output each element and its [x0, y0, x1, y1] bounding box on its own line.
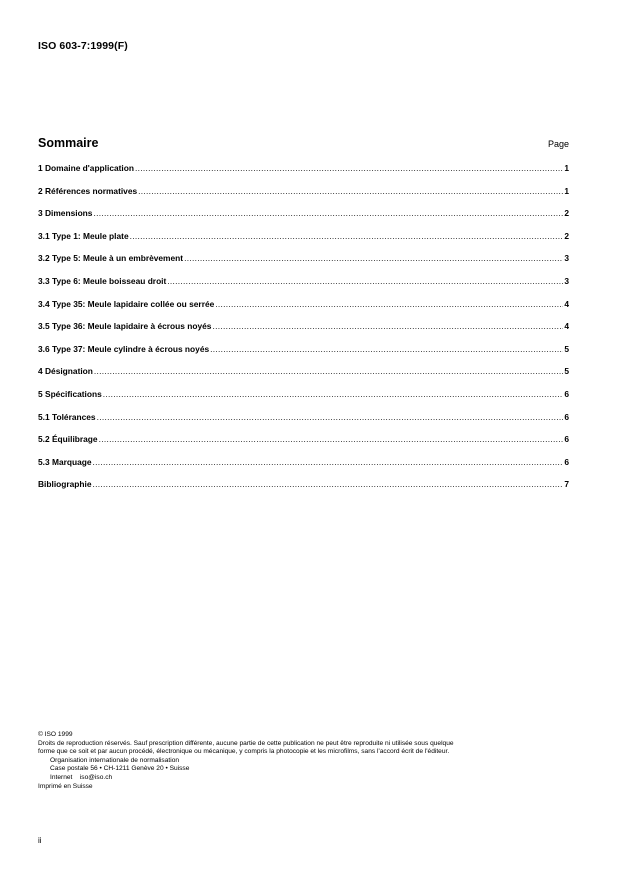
copyright-line: © ISO 1999	[38, 731, 73, 738]
toc-entry-page: 1	[564, 185, 569, 196]
toc-entry[interactable]	[38, 457, 569, 480]
rights-text-line-1: Droits de reproduction réservés. Sauf prescription différente, aucune partie de cette publication ne peut être reproduite ni utilisée sous quelque	[38, 739, 454, 747]
toc-entry-page: 5	[564, 343, 569, 354]
toc-dot-leader	[212, 321, 563, 331]
toc-entry[interactable]	[38, 163, 569, 186]
internet-email: iso@iso.ch	[79, 773, 113, 781]
toc-dot-leader	[135, 163, 563, 173]
toc-entry-page: 2	[564, 230, 569, 241]
postal-address: Case postale 56 • CH-1211 Genève 20 • Suisse	[50, 765, 190, 773]
toc-entry-page: 1	[564, 163, 569, 173]
toc-entry-page: 6	[564, 388, 569, 399]
toc-dot-leader	[103, 389, 564, 399]
toc-entry[interactable]	[38, 321, 569, 344]
organisation-name: Organisation internationale de normalisation	[50, 756, 180, 764]
toc-entry[interactable]	[38, 412, 569, 435]
toc-entry-title: 3.5 Type 36: Meule lapidaire à écrous noyés	[38, 321, 212, 332]
toc-entry-title: Bibliographie	[38, 479, 92, 490]
toc-dot-leader	[215, 299, 563, 309]
toc-entry-title: 3.3 Type 6: Meule boisseau droit	[38, 275, 167, 286]
toc-entry[interactable]	[38, 253, 569, 276]
toc-entry-page: 6	[564, 434, 569, 445]
page-number: ii	[38, 836, 42, 845]
toc-dot-leader	[94, 366, 563, 376]
internet-contact	[38, 774, 578, 783]
toc-entry-page: 7	[564, 479, 569, 490]
toc-page-label: Page	[547, 139, 569, 149]
toc-entry-title: 3.4 Type 35: Meule lapidaire collée ou serrée	[38, 298, 215, 309]
toc-entry[interactable]	[38, 299, 569, 322]
toc-entry[interactable]	[38, 208, 569, 231]
toc-title: Sommaire	[38, 136, 99, 150]
printed-in: Imprimé en Suisse	[38, 782, 93, 790]
toc-entry-title: 3 Dimensions	[38, 208, 93, 219]
toc-dot-leader	[97, 412, 564, 422]
document-id: ISO 603-7:1999(F)	[38, 40, 128, 52]
toc-entry[interactable]	[38, 231, 569, 254]
toc-entry[interactable]	[38, 276, 569, 299]
toc-dot-leader	[184, 253, 563, 263]
copyright-notice	[38, 731, 578, 791]
toc-entry[interactable]	[38, 389, 569, 412]
toc-entry-page: 3	[564, 253, 569, 264]
toc-entry-title: 5.3 Marquage	[38, 456, 92, 467]
toc-heading	[38, 136, 569, 150]
toc-entry-title: 5.1 Tolérances	[38, 411, 96, 422]
toc-dot-leader	[93, 208, 563, 218]
toc-entry-title: 5.2 Équilibrage	[38, 434, 98, 445]
toc-entry-title: 3.6 Type 37: Meule cylindre à écrous noyés	[38, 343, 210, 354]
toc-dot-leader	[93, 457, 564, 467]
toc-entry[interactable]	[38, 366, 569, 389]
table-of-contents	[38, 163, 569, 502]
toc-entry[interactable]	[38, 434, 569, 457]
toc-entry[interactable]	[38, 479, 569, 502]
toc-entry-title: 4 Désignation	[38, 366, 93, 377]
toc-entry-page: 2	[564, 208, 569, 219]
toc-entry-title: 5 Spécifications	[38, 388, 102, 399]
toc-entry-title: 2 Références normatives	[38, 185, 138, 196]
toc-entry-page: 3	[564, 275, 569, 286]
toc-entry-title: 3.1 Type 1: Meule plate	[38, 230, 129, 241]
toc-entry-title: 3.2 Type 5: Meule à un embrèvement	[38, 253, 184, 264]
rights-text-line-2: forme que ce soit et par aucun procédé, électronique ou mécanique, y compris la photocopie et les microfilms, sans l'accord écrit de l'éditeur.	[38, 748, 450, 756]
toc-dot-leader	[99, 434, 564, 444]
toc-entry-page: 4	[564, 321, 569, 332]
toc-entry[interactable]	[38, 344, 569, 367]
toc-entry-page: 5	[564, 366, 569, 377]
toc-dot-leader	[130, 231, 564, 241]
toc-dot-leader	[167, 276, 563, 286]
toc-entry-page: 6	[564, 411, 569, 422]
toc-entry-page: 6	[564, 456, 569, 467]
toc-entry[interactable]	[38, 186, 569, 209]
toc-dot-leader	[93, 479, 564, 489]
internet-label: Internet	[50, 773, 73, 781]
toc-dot-leader	[210, 344, 563, 354]
toc-entry-page: 4	[564, 298, 569, 309]
toc-dot-leader	[138, 186, 563, 196]
toc-entry-title: 1 Domaine d'application	[38, 163, 134, 173]
